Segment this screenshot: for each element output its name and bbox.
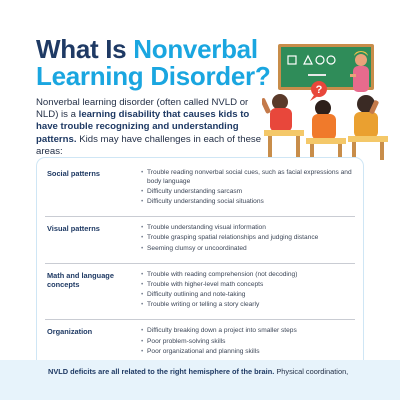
intro-text-1: Nonverbal learning disorder (often called NVLD or NLD) is a: [36, 97, 249, 121]
list-item: • Trouble understanding visual information: [141, 224, 355, 233]
row-items: [141, 169, 355, 208]
row-category: Math and language concepts: [47, 270, 114, 290]
table-row: [45, 263, 355, 320]
list-item: • Trouble grasping spatial relationships and judging distance: [141, 234, 355, 243]
title-line1: What Is: [36, 34, 127, 64]
list-item: • Trouble reading nonverbal social cues, such as facial expressions and body language: [141, 169, 355, 186]
list-item: • Poor problem-solving skills: [141, 338, 355, 347]
row-category: Organization: [47, 327, 93, 337]
footer-rest: Physical coordination,: [274, 367, 349, 376]
question-mark: ?: [315, 84, 323, 96]
footer-bold: NVLD deficits are all related to the right hemisphere of the brain.: [48, 367, 275, 376]
page-title: [36, 36, 276, 90]
table-row: [45, 216, 355, 263]
list-item: • Trouble with reading comprehension (not decoding): [141, 271, 355, 280]
list-item: • Trouble writing or telling a story clearly: [141, 301, 355, 310]
title-line1-accent: Nonverbal: [133, 34, 258, 64]
characteristics-table: [36, 157, 364, 377]
footer-band: [0, 360, 400, 400]
row-items: [141, 224, 355, 255]
list-item: • Seeming clumsy or uncoordinated: [141, 245, 355, 254]
list-item: • Difficulty understanding sarcasm: [141, 188, 355, 197]
list-item: • Difficulty understanding social situations: [141, 198, 355, 207]
list-item: • Trouble with higher-level math concepts: [141, 281, 355, 290]
table-row: [45, 158, 355, 216]
row-items: [141, 271, 355, 312]
row-category: Social patterns: [47, 169, 100, 178]
list-item: • Poor organizational and planning skills: [141, 348, 355, 357]
footer-text: [48, 367, 400, 376]
title-line2-accent: Learning Disorder?: [36, 61, 271, 91]
classroom-illustration: [262, 38, 390, 160]
intro-text-2: Kids may have challenges in each of these areas:: [36, 133, 262, 157]
row-category: Visual patterns: [47, 224, 100, 234]
list-item: • Difficulty breaking down a project into smaller steps: [141, 327, 355, 336]
intro-bold: learning disability that causes kids to have trouble recognizing and understanding patterns.: [36, 109, 250, 145]
intro-paragraph: [36, 97, 268, 158]
row-items: [141, 327, 355, 358]
list-item: • Difficulty outlining and note-taking: [141, 291, 355, 300]
